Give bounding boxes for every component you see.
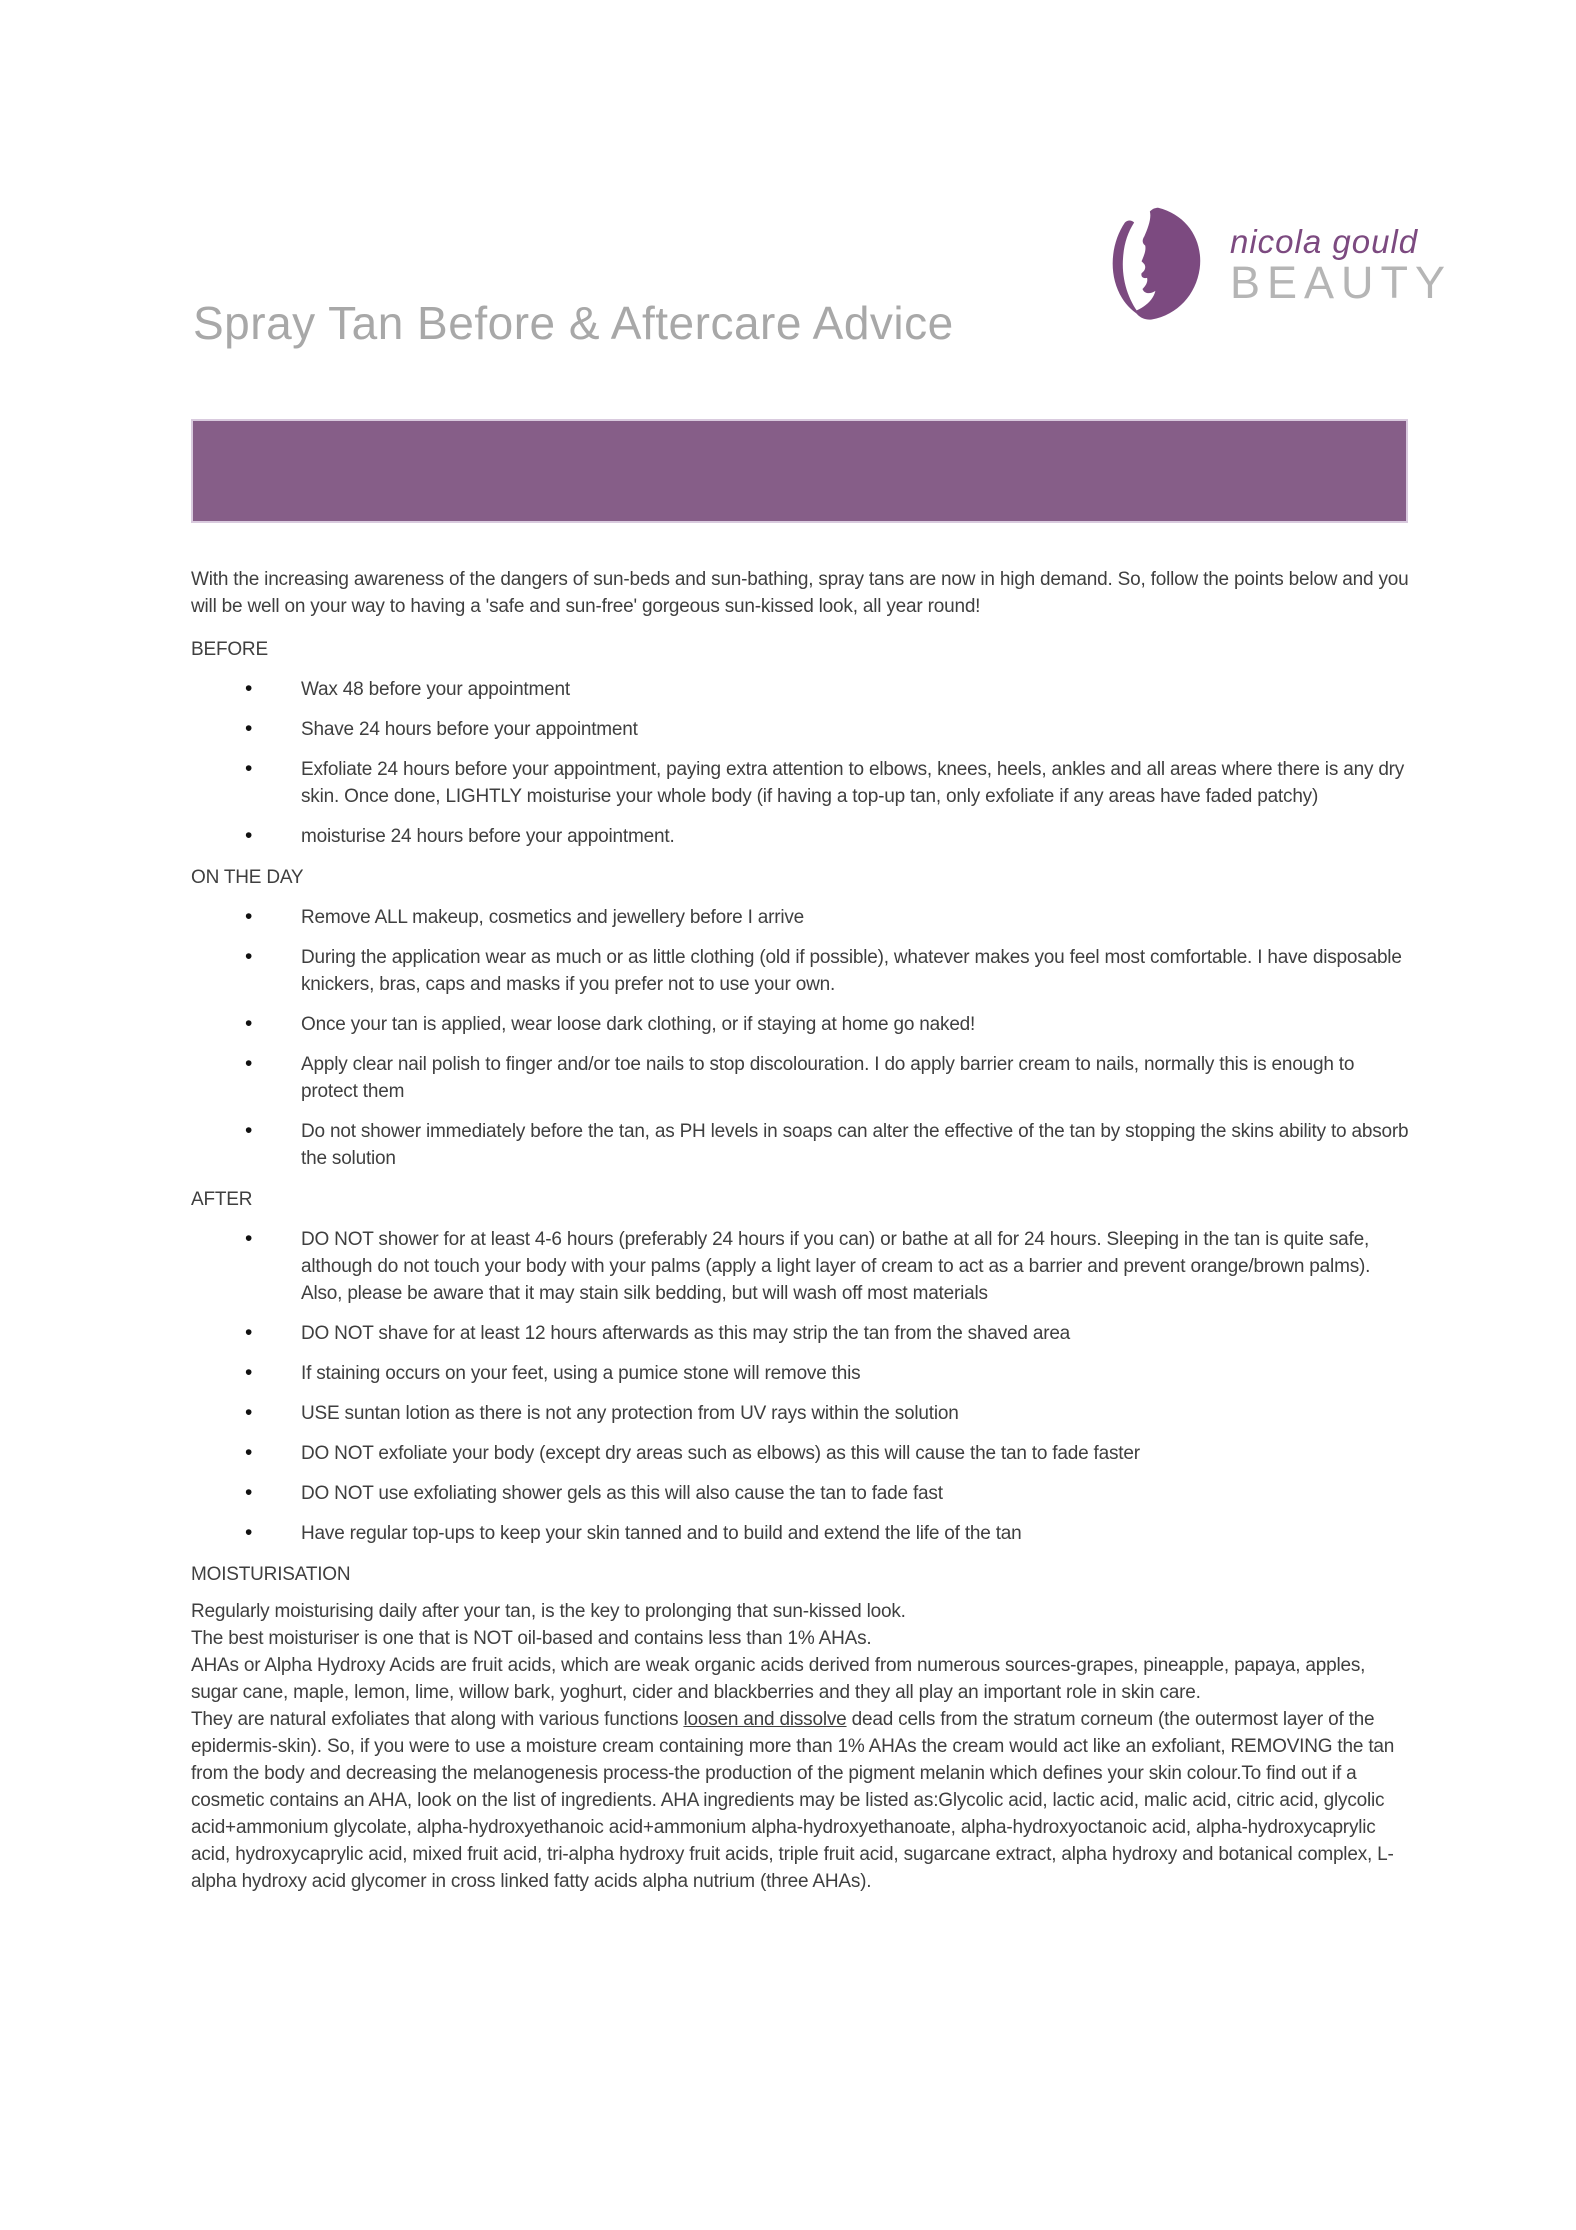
bullet-item: • Once your tan is applied, wear loose dark clothing, or if staying at home go naked! bbox=[191, 1011, 1413, 1038]
bullet-item: • Shave 24 hours before your appointment bbox=[191, 716, 1413, 743]
bullet-item: • moisturise 24 hours before your appointment. bbox=[191, 823, 1413, 850]
bullet-item: • During the application wear as much or as little clothing (old if possible), whatever makes you feel most comfortable. I have disposable knickers, bras, caps and masks if you prefer not to use your own. bbox=[191, 944, 1413, 998]
document-body bbox=[191, 566, 1413, 1895]
bullet-item: • DO NOT shave for at least 12 hours afterwards as this may strip the tan from the shaved area bbox=[191, 1320, 1413, 1347]
bullet-item: • Do not shower immediately before the tan, as PH levels in soaps can alter the effective of the tan by stopping the skins ability to absorb the solution bbox=[191, 1118, 1413, 1172]
page-title: Spray Tan Before & Aftercare Advice bbox=[193, 297, 954, 349]
bullet-item: • Have regular top-ups to keep your skin tanned and to build and extend the life of the tan bbox=[191, 1520, 1413, 1547]
brand-logo-text bbox=[1230, 223, 1453, 308]
before-bullet-list bbox=[191, 676, 1413, 850]
moisturisation-line: AHAs or Alpha Hydroxy Acids are fruit acids, which are weak organic acids derived from numerous sources-grapes, pineapple, papaya, apples, sugar cane, maple, lemon, lime, willow bark, yoghurt, cider and blackberries and they all play an important role in skin care. bbox=[191, 1655, 1366, 1703]
section-heading-before: BEFORE bbox=[191, 639, 268, 660]
aha-text-post: dead cells from the stratum corneum (the outermost layer of the epidermis-skin). So, if you were to use a moisture cream containing more than 1% AHAs the cream would act like an exfoliant, REMOVING the tan from the body and decreasing the melanogenesis process-the production of the pigment melanin which defines your skin colour.To find out if a cosmetic contains an AHA, look on the list of ingredients. AHA ingredients may be listed as:Glycolic acid, lactic acid, malic acid, citric acid, glycolic acid+ammonium glycolate, alpha-hydroxyethanoic acid+ammonium alpha-hydroxyethanoate, alpha-hydroxyoctanoic acid, alpha-hydroxycaprylic acid, hydroxycaprylic acid, mixed fruit acid, tri-alpha hydroxy fruit acids, triple fruit acid, sugarcane extract, alpha hydroxy and botanical complex, L-alpha hydroxy acid glycomer in cross linked fatty acids alpha nutrium (three AHAs). bbox=[191, 1709, 1395, 1892]
bullet-item: • USE suntan lotion as there is not any protection from UV rays within the solution bbox=[191, 1400, 1413, 1427]
woman-face-icon bbox=[1100, 203, 1220, 327]
purple-banner bbox=[191, 419, 1408, 523]
moisturisation-line: Regularly moisturising daily after your tan, is the key to prolonging that sun-kissed look. bbox=[191, 1601, 906, 1622]
brand-name: nicola gould bbox=[1230, 223, 1419, 260]
section-heading-on-the-day: ON THE DAY bbox=[191, 867, 304, 888]
bullet-item: • If staining occurs on your feet, using a pumice stone will remove this bbox=[191, 1360, 1413, 1387]
bullet-item: • Remove ALL makeup, cosmetics and jewellery before I arrive bbox=[191, 904, 1413, 931]
bullet-item: • DO NOT exfoliate your body (except dry areas such as elbows) as this will cause the tan to fade faster bbox=[191, 1440, 1413, 1467]
bullet-item: • Wax 48 before your appointment bbox=[191, 676, 1413, 703]
section-heading-moisturisation: MOISTURISATION bbox=[191, 1564, 351, 1585]
section-heading-after: AFTER bbox=[191, 1189, 253, 1210]
aha-text-underlined: loosen and dissolve bbox=[683, 1709, 847, 1730]
on-the-day-bullet-list bbox=[191, 904, 1413, 1172]
moisturisation-paragraphs bbox=[191, 1598, 1413, 1895]
bullet-item: • DO NOT shower for at least 4-6 hours (preferably 24 hours if you can) or bathe at all for 24 hours. Sleeping in the tan is quite safe, although do not touch your body with your palms (apply a light layer of cream to act as a barrier and prevent orange/brown palms). Also, please be aware that it may stain silk bedding, but will wash off most materials bbox=[191, 1226, 1413, 1307]
moisturisation-line bbox=[191, 1706, 1413, 1895]
bullet-item: • DO NOT use exfoliating shower gels as this will also cause the tan to fade fast bbox=[191, 1480, 1413, 1507]
bullet-item: • Apply clear nail polish to finger and/or toe nails to stop discolouration. I do apply barrier cream to nails, normally this is enough to protect them bbox=[191, 1051, 1413, 1105]
after-bullet-list bbox=[191, 1226, 1413, 1547]
aha-text-pre: They are natural exfoliates that along with various functions bbox=[191, 1709, 684, 1730]
brand-beauty-label: BEAUTY bbox=[1230, 257, 1453, 308]
intro-paragraph: With the increasing awareness of the dangers of sun-beds and sun-bathing, spray tans are now in high demand. So, follow the points below and you will be well on your way to having a 'safe and sun-free' gorgeous sun-kissed look, all year round! bbox=[191, 569, 1409, 617]
moisturisation-line: The best moisturiser is one that is NOT oil-based and contains less than 1% AHAs. bbox=[191, 1628, 872, 1649]
brand-logo bbox=[1100, 200, 1453, 330]
bullet-item: • Exfoliate 24 hours before your appointment, paying extra attention to elbows, knees, heels, ankles and all areas where there is any dry skin. Once done, LIGHTLY moisturise your whole body (if having a top-up tan, only exfoliate if any areas have faded patchy) bbox=[191, 756, 1413, 810]
